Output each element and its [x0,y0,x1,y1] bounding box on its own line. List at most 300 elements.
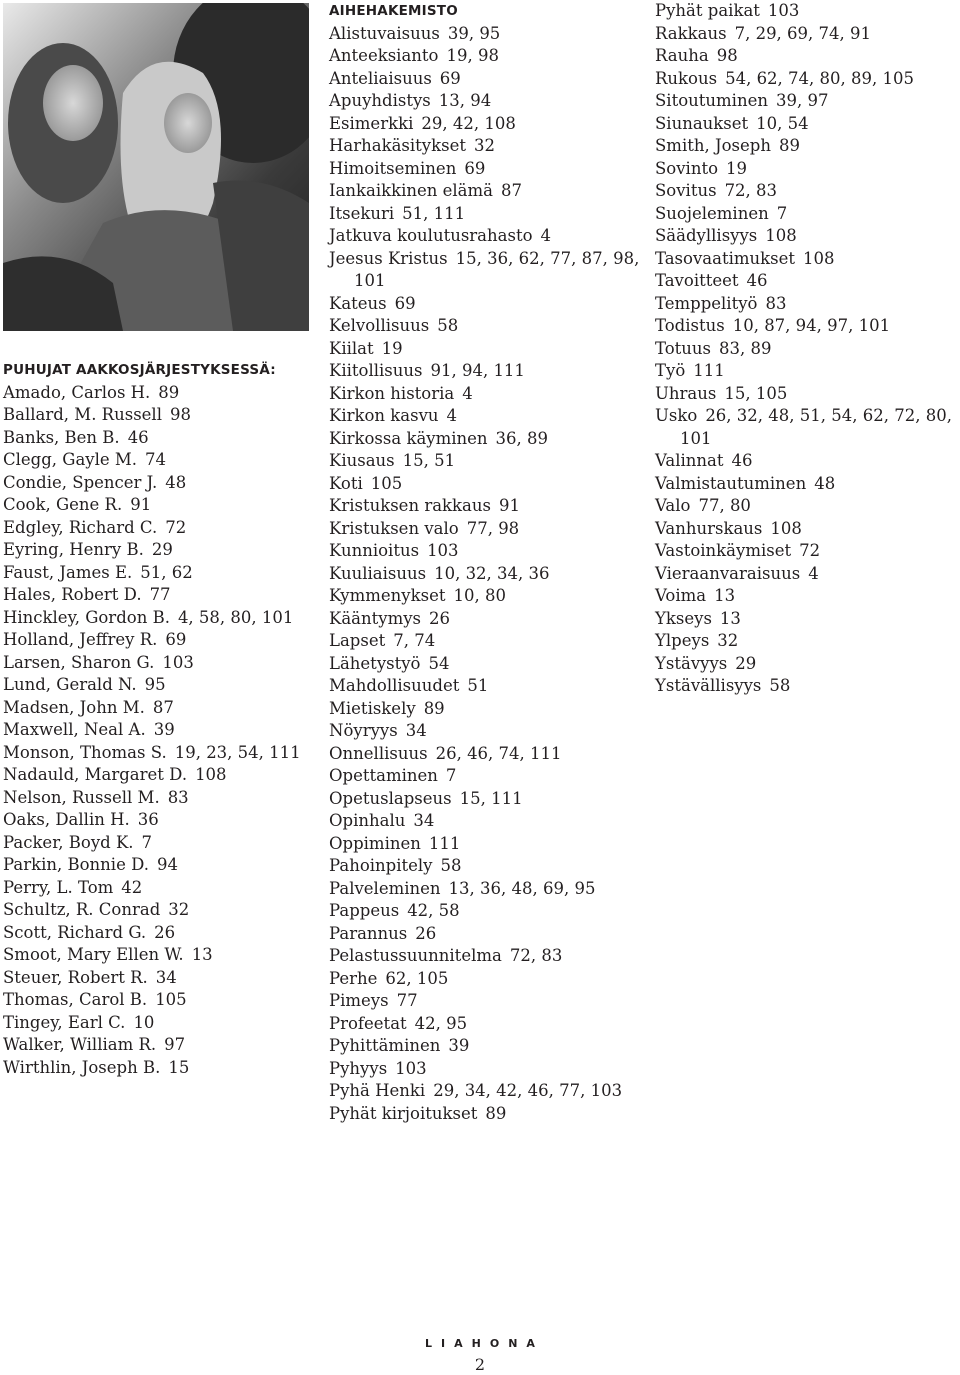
entry-pages: 10, 32, 34, 36 [434,563,550,583]
index-entry [3,674,313,697]
index-entry [329,720,644,743]
entry-pages: 83 [765,293,787,313]
entry-term: Anteliaisuus [329,68,432,88]
index-entry [655,315,960,338]
entry-term: Ballard, M. Russell [3,405,162,424]
entry-pages: 26 [154,922,176,942]
entry-pages: 89 [778,136,800,155]
entry-pages: 13 [719,608,741,628]
index-entry [655,630,960,653]
entry-pages: 89 [423,698,445,718]
entry-term: Ystävällisyys [655,676,762,695]
index-entry [329,518,644,541]
entry-pages: 32 [717,631,739,650]
entry-pages: 108 [195,765,227,784]
index-entry [329,428,644,451]
entry-pages: 91 [130,495,152,514]
magazine-name: LIAHONA [425,1337,544,1350]
entry-term: Pyhittäminen [329,1036,441,1055]
entry-pages: 72, 83 [724,181,778,200]
entry-term: Voima [655,586,707,605]
index-entry [655,225,960,248]
entry-pages: 77, 98 [466,518,520,538]
entry-pages: 103 [162,652,194,672]
index-entry [655,405,960,450]
entry-term: Monson, Thomas S. [3,742,167,762]
index-entry [3,922,313,945]
index-entry [3,404,313,427]
entry-term: Oppiminen [329,833,421,853]
index-entry [329,675,644,698]
index-entry [329,1035,644,1058]
entry-pages: 39 [448,1036,470,1055]
entry-pages: 26 [415,923,437,943]
index-entry [3,562,313,585]
topics-list-1 [329,23,644,1126]
index-entry [329,180,644,203]
entry-pages: 91, 94, 111 [430,361,525,380]
index-entry [329,135,644,158]
entry-term: Jatkuva koulutusrahasto [329,226,533,245]
entry-term: Valinnat [655,451,724,470]
index-entry [655,203,960,226]
index-entry [3,449,313,472]
index-entry [655,270,960,293]
index-entry [3,1034,313,1057]
entry-pages: 4 [540,226,552,245]
entry-pages: 15, 51 [402,451,456,470]
entry-term: Rukous [655,68,718,88]
entry-term: Itsekuri [329,203,395,223]
entry-term: Sovinto [655,158,719,178]
entry-pages: 46 [746,271,768,290]
index-entry [329,1013,644,1036]
entry-term: Ykseys [655,608,712,628]
entry-term: Schultz, R. Conrad [3,900,161,919]
entry-pages: 13 [191,945,213,964]
entry-pages: 29, 42, 108 [421,113,516,133]
index-entry [3,832,313,855]
entry-pages: 26, 46, 74, 111 [435,743,562,763]
entry-pages: 19, 23, 54, 111 [174,742,301,762]
entry-term: Temppelityö [655,293,758,313]
entry-pages: 42, 58 [407,901,460,920]
index-entry [655,383,960,406]
index-entry [329,495,644,518]
index-entry [329,248,644,293]
index-entry [3,652,313,675]
entry-term: Thomas, Carol B. [3,990,148,1009]
entry-term: Kääntymys [329,608,422,628]
entry-term: Opinhalu [329,811,406,830]
entry-term: Tasovaatimukset [655,248,796,268]
entry-term: Maxwell, Neal A. [3,720,146,739]
entry-pages: 108 [803,248,835,268]
index-entry [655,158,960,181]
topics-column-2 [655,0,960,698]
entry-term: Usko [655,406,698,425]
index-entry [329,225,644,248]
index-entry [329,945,644,968]
entry-pages: 87 [501,181,522,200]
entry-term: Anteeksianto [329,46,439,65]
index-entry [3,877,313,900]
entry-term: Clegg, Gayle M. [3,450,138,469]
entry-term: Tavoitteet [655,271,739,290]
index-entry [655,518,960,541]
entry-pages: 10, 80 [453,586,506,605]
index-entry [329,1058,644,1081]
index-entry [655,113,960,136]
entry-term: Profeetat [329,1013,407,1033]
entry-pages: 34 [413,811,435,830]
index-entry [655,248,960,271]
entry-pages: 111 [693,361,725,380]
entry-term: Eyring, Henry B. [3,540,144,559]
entry-pages: 111 [428,833,461,853]
index-entry [329,900,644,923]
entry-pages: 108 [770,518,802,538]
index-entry [329,608,644,631]
index-entry [329,23,644,46]
entry-term: Valmistautuminen [655,473,807,493]
entry-term: Kymmenykset [329,586,446,605]
entry-term: Nöyryys [329,721,398,740]
index-entry [329,878,644,901]
index-entry [329,653,644,676]
entry-pages: 10, 54 [756,113,809,133]
entry-term: Cook, Gene R. [3,495,123,514]
entry-term: Pappeus [329,901,400,920]
index-entry [655,563,960,586]
entry-term: Kristuksen rakkaus [329,496,491,515]
index-entry [655,540,960,563]
entry-term: Ylpeys [655,631,710,650]
entry-pages: 77 [396,991,418,1010]
index-entry [329,383,644,406]
entry-pages: 10, 87, 94, 97, 101 [732,316,891,335]
index-entry [329,968,644,991]
index-entry [329,113,644,136]
entry-pages: 7, 74 [393,631,436,650]
index-entry [329,360,644,383]
index-entry [3,382,313,405]
entry-term: Perhe [329,968,378,988]
index-entry [3,764,313,787]
entry-term: Harhakäsitykset [329,136,466,155]
entry-term: Hinckley, Gordon B. [3,607,170,627]
entry-term: Opettaminen [329,766,438,785]
entry-term: Siunaukset [655,113,749,133]
entry-pages: 42, 95 [414,1013,468,1033]
topics-list-2 [655,0,960,698]
index-entry [329,1103,644,1126]
index-entry [3,539,313,562]
entry-term: Rakkaus [655,23,727,43]
entry-term: Banks, Ben B. [3,427,120,447]
entry-term: Nelson, Russell M. [3,787,160,807]
index-entry [3,787,313,810]
entry-term: Jeesus Kristus [329,248,448,268]
index-entry [3,989,313,1012]
index-entry [329,923,644,946]
entry-pages: 58 [437,316,459,335]
index-entry [655,68,960,91]
entry-pages: 4 [462,383,473,403]
entry-term: Sovitus [655,181,717,200]
entry-pages: 94 [156,855,178,874]
entry-pages: 46 [731,451,753,470]
entry-pages: 108 [765,226,797,245]
index-entry [655,338,960,361]
entry-pages: 7, 29, 69, 74, 91 [734,23,872,43]
entry-pages: 54, 62, 74, 80, 89, 105 [725,68,914,88]
entry-term: Kirkossa käyminen [329,428,488,448]
entry-term: Uhraus [655,383,717,403]
index-entry [3,1057,313,1080]
entry-pages: 72, 83 [509,946,563,965]
entry-pages: 36, 89 [495,428,549,448]
index-entry [329,833,644,856]
entry-term: Pyhä Henki [329,1081,426,1100]
entry-term: Vieraanvaraisuus [655,563,801,583]
entry-pages: 87 [152,697,174,717]
entry-term: Perry, L. Tom [3,877,114,897]
index-entry [329,45,644,68]
entry-term: Smith, Joseph [655,136,771,155]
index-entry [655,360,960,383]
entry-term: Esimerkki [329,113,414,133]
entry-term: Smoot, Mary Ellen W. [3,945,184,964]
entry-term: Pyhät paikat [655,1,760,20]
entry-term: Työ [655,361,686,380]
index-entry [3,1012,313,1035]
entry-term: Pahoinpitely [329,856,433,875]
entry-pages: 7 [776,203,788,223]
entry-term: Pelastussuunnitelma [329,946,502,965]
index-entry [3,944,313,967]
entry-pages: 10 [133,1012,155,1032]
entry-pages: 4 [808,563,819,583]
entry-term: Suojeleminen [655,203,769,223]
entry-pages: 62, 105 [385,968,449,988]
index-entry [329,338,644,361]
index-entry [655,45,960,68]
index-entry [329,473,644,496]
entry-pages: 89 [158,382,180,402]
entry-term: Amado, Carlos H. [3,382,151,402]
entry-term: Larsen, Sharon G. [3,652,155,672]
index-entry [3,809,313,832]
entry-pages: 103 [395,1058,427,1078]
index-entry [329,563,644,586]
entry-term: Faust, James E. [3,562,133,582]
entry-term: Vanhurskaus [655,518,763,538]
entry-term: Walker, William R. [3,1035,157,1054]
index-entry [655,293,960,316]
index-entry [655,450,960,473]
entry-term: Onnellisuus [329,743,428,763]
speakers-list [3,382,313,1080]
entry-term: Kunnioitus [329,541,420,560]
entry-pages: 42 [121,877,143,897]
entry-pages: 77 [149,585,171,604]
entry-pages: 29, 34, 42, 46, 77, 103 [433,1081,623,1100]
entry-pages: 19 [381,338,403,358]
entry-pages: 91 [498,496,520,515]
index-entry [655,675,960,698]
entry-term: Apuyhdistys [329,91,431,110]
entry-term: Tingey, Earl C. [3,1012,126,1032]
index-entry [329,788,644,811]
entry-pages: 15, 111 [459,788,523,808]
index-entry [3,517,313,540]
entry-term: Nadauld, Margaret D. [3,765,188,784]
entry-term: Rauha [655,46,709,65]
topics-column-1 [329,0,644,1125]
entry-term: Koti [329,473,363,493]
entry-term: Opetuslapseus [329,788,452,808]
index-entry [655,180,960,203]
index-entry [329,1080,644,1103]
index-entry [329,315,644,338]
entry-pages: 34 [405,721,427,740]
photo-illustration [3,3,309,331]
index-entry [655,0,960,23]
index-entry [3,854,313,877]
entry-term: Lähetystyö [329,653,421,673]
index-entry [329,810,644,833]
entry-term: Kiitollisuus [329,361,423,380]
speakers-heading: PUHUJAT AAKKOSJÄRJESTYKSESSÄ: [3,362,276,378]
entry-pages: 32 [473,136,495,155]
entry-pages: 69 [464,158,486,178]
entry-pages: 48 [814,473,836,493]
entry-pages: 36 [137,810,159,829]
entry-term: Säädyllisyys [655,226,758,245]
entry-term: Kiusaus [329,451,395,470]
entry-term: Valo [655,496,691,515]
entry-term: Steuer, Robert R. [3,967,148,987]
entry-term: Pyhät kirjoitukset [329,1103,478,1123]
entry-pages: 69 [165,630,187,649]
entry-term: Pyhyys [329,1058,388,1078]
entry-pages: 32 [168,900,190,919]
entry-pages: 39, 95 [447,23,501,43]
entry-term: Lund, Gerald N. [3,675,137,694]
entry-term: Holland, Jeffrey R. [3,630,158,649]
entry-pages: 77, 80 [698,496,751,515]
entry-term: Todistus [655,316,725,335]
entry-term: Kuuliaisuus [329,563,427,583]
entry-term: Parannus [329,923,408,943]
entry-term: Kiilat [329,338,374,358]
entry-pages: 89 [485,1103,507,1123]
entry-pages: 95 [144,675,166,694]
entry-term: Kirkon kasvu [329,406,439,425]
entry-term: Kirkon historia [329,383,455,403]
index-entry [329,765,644,788]
entry-term: Edgley, Richard C. [3,517,158,537]
index-entry [329,68,644,91]
entry-term: Scott, Richard G. [3,922,147,942]
topics-heading: AIHEHAKEMISTO [329,3,458,19]
index-entry [329,90,644,113]
entry-pages: 72 [799,541,821,560]
entry-pages: 15, 36, 62, 77, 87, 98, 101 [354,248,640,290]
index-entry [3,697,313,720]
index-entry [655,473,960,496]
entry-pages: 15 [168,1057,190,1077]
index-entry [329,293,644,316]
entry-term: Kelvollisuus [329,316,430,335]
entry-term: Sitoutuminen [655,91,768,110]
index-entry [3,719,313,742]
entry-pages: 51, 111 [402,203,466,223]
index-entry [655,135,960,158]
index-entry [329,203,644,226]
index-entry [655,23,960,46]
index-entry [329,698,644,721]
entry-pages: 4 [446,406,458,425]
speakers-column [3,359,313,1079]
entry-pages: 46 [127,427,149,447]
entry-pages: 98 [716,46,738,65]
entry-term: Madsen, John M. [3,697,145,717]
entry-term: Condie, Spencer J. [3,472,158,492]
entry-pages: 69 [394,293,416,313]
entry-pages: 51 [467,676,489,695]
index-entry [3,967,313,990]
entry-term: Vastoinkäymiset [655,541,792,560]
entry-pages: 34 [155,967,177,987]
entry-pages: 19 [726,158,748,178]
entry-pages: 39 [153,720,175,739]
index-entry [3,472,313,495]
entry-pages: 39, 97 [775,91,829,110]
entry-term: Kateus [329,293,387,313]
entry-pages: 13, 94 [438,91,492,110]
entry-pages: 54 [428,653,450,673]
entry-pages: 98 [169,405,191,424]
entry-term: Pimeys [329,991,389,1010]
index-entry [329,855,644,878]
index-entry [655,90,960,113]
entry-pages: 29 [735,653,757,673]
entry-pages: 15, 105 [724,383,788,403]
entry-term: Alistuvaisuus [329,23,440,43]
entry-term: Ystävyys [655,653,728,673]
entry-pages: 4, 58, 80, 101 [177,607,294,627]
index-entry [329,450,644,473]
entry-term: Oaks, Dallin H. [3,810,130,829]
entry-term: Palveleminen [329,878,441,898]
index-entry [655,653,960,676]
index-entry [329,405,644,428]
entry-pages: 74 [145,450,167,469]
entry-term: Mietiskely [329,698,416,718]
entry-term: Lapset [329,631,386,650]
index-entry [329,630,644,653]
index-entry [3,899,313,922]
entry-pages: 105 [370,473,403,493]
entry-pages: 26 [429,608,451,628]
entry-pages: 83 [167,787,189,807]
photo-of-girls-icon [3,3,309,331]
entry-term: Wirthlin, Joseph B. [3,1057,161,1077]
entry-term: Packer, Boyd K. [3,832,134,852]
entry-pages: 103 [427,541,459,560]
